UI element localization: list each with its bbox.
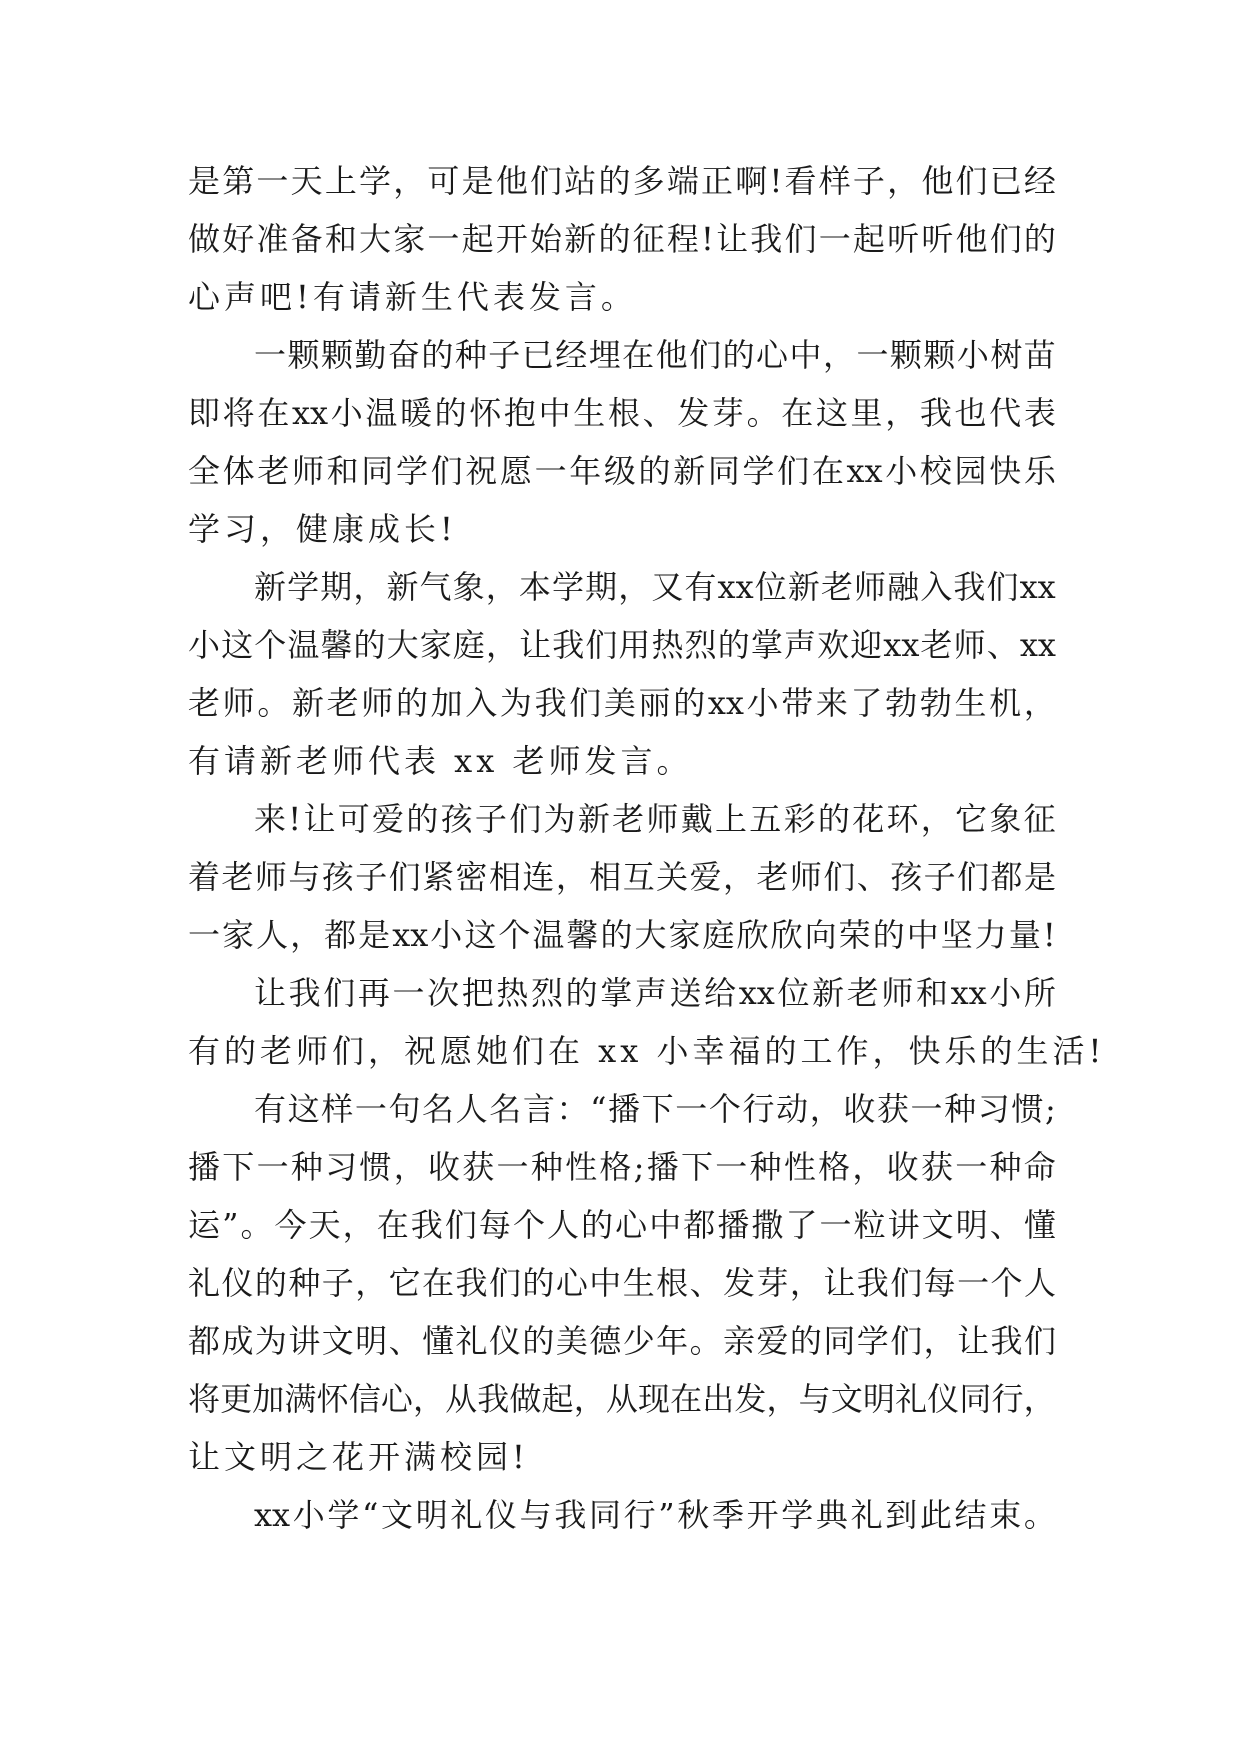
text-line: 有请新老师代表 xx 老师发言。	[188, 742, 693, 780]
text-line: 让文明之花开满校园!	[188, 1438, 529, 1476]
text-line: 做 好 准 备 和 大 家 一 起 开 始 新 的 征 程 ! 让 我 们 一 起 听 听 他 们 的	[188, 220, 1056, 258]
text-line: 一 颗 颗 勤 奋 的 种 子 已 经 埋 在 他 们 的 心 中 ， 一 颗 颗 小 树 苗	[254, 336, 1056, 374]
text-line: 礼 仪 的 种 子 ， 它 在 我 们 的 心 中 生 根 、 发 芽 ， 让 我 们 每 一 个 人	[188, 1264, 1056, 1302]
text-line: 运 ” 。 今 天 ， 在 我 们 每 个 人 的 心 中 都 播 撒 了 一 粒 讲 文 明 、 懂	[188, 1206, 1056, 1244]
text-line: 有 这 样 一 句 名 人 名 言 ： “ 播 下 一 个 行 动 ， 收 获 一 种 习 惯 ;	[254, 1090, 1056, 1128]
text-line: 是 第 一 天 上 学 ， 可 是 他 们 站 的 多 端 正 啊 ! 看 样 子 ， 他 们 已 经	[188, 162, 1056, 200]
text-line: 小 这 个 温 馨 的 大 家 庭 ， 让 我 们 用 热 烈 的 掌 声 欢 迎 xx 老 师 、 xx	[188, 626, 1056, 664]
text-line: 一 家 人 ， 都 是 xx 小 这 个 温 馨 的 大 家 庭 欣 欣 向 荣 的 中 坚 力 量 !	[188, 916, 1056, 954]
text-line: 老 师 。 新 老 师 的 加 入 为 我 们 美 丽 的 xx 小 带 来 了 勃 勃 生 机 ，	[188, 684, 1056, 722]
text-line: 让 我 们 再 一 次 把 热 烈 的 掌 声 送 给 xx 位 新 老 师 和 xx 小 所	[254, 974, 1056, 1012]
document-body	[188, 152, 1106, 1544]
text-line: 来 ! 让 可 爱 的 孩 子 们 为 新 老 师 戴 上 五 彩 的 花 环 ， 它 象 征	[254, 800, 1056, 838]
text-line: 即 将 在 xx 小 温 暖 的 怀 抱 中 生 根 、 发 芽 。 在 这 里 ， 我 也 代 表	[188, 394, 1056, 432]
text-line: 着 老 师 与 孩 子 们 紧 密 相 连 ， 相 互 关 爱 ， 老 师 们 、 孩 子 们 都 是	[188, 858, 1056, 896]
text-line: 全 体 老 师 和 同 学 们 祝 愿 一 年 级 的 新 同 学 们 在 xx 小 校 园 快 乐	[188, 452, 1056, 490]
text-line: 学习，健康成长!	[188, 510, 457, 548]
text-line: xx 小 学 “ 文 明 礼 仪 与 我 同 行 ” 秋 季 开 学 典 礼 到 此 结 束 。	[254, 1496, 1056, 1534]
text-line: 将 更 加 满 怀 信 心 ， 从 我 做 起 ， 从 现 在 出 发 ， 与 文 明 礼 仪 同 行 ，	[188, 1380, 1056, 1418]
text-line: 都 成 为 讲 文 明 、 懂 礼 仪 的 美 德 少 年 。 亲 爱 的 同 学 们 ， 让 我 们	[188, 1322, 1056, 1360]
text-line: 心声吧!有请新生代表发言。	[188, 278, 637, 316]
text-line: 有的老师们，祝愿她们在 xx 小幸福的工作，快乐的生活!	[188, 1032, 1106, 1070]
text-line: 新 学 期 ， 新 气 象 ， 本 学 期 ， 又 有 xx 位 新 老 师 融 入 我 们 xx	[254, 568, 1056, 606]
text-line: 播 下 一 种 习 惯 ， 收 获 一 种 性 格 ; 播 下 一 种 性 格 ， 收 获 一 种 命	[188, 1148, 1056, 1186]
